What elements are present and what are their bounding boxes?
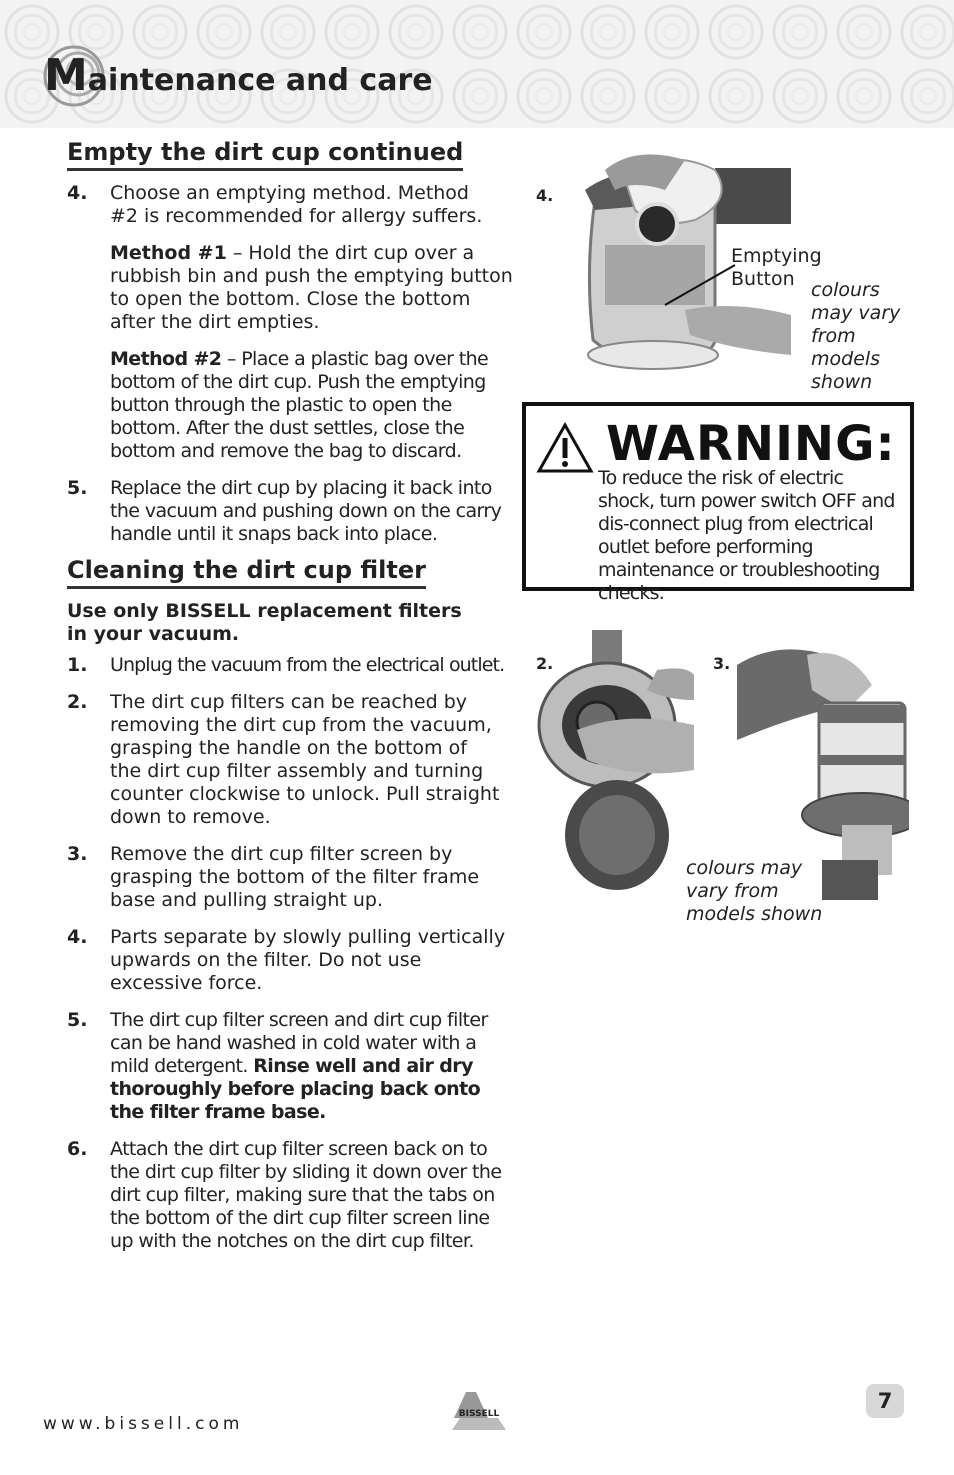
warning-triangle-icon	[536, 422, 594, 474]
page-title-rest: aintenance and care	[87, 63, 433, 98]
step-number: 4.	[67, 926, 88, 948]
step-text: The dirt cup filter screen and dirt cup filter can be hand washed in cold water with a mild detergent.	[110, 1009, 488, 1077]
method-1	[110, 242, 517, 334]
list-item	[67, 182, 517, 463]
method-2	[110, 348, 517, 463]
figure-3-label: 3.	[713, 654, 731, 673]
step-text: Choose an emptying method. Method #2 is recommended for allergy suffers.	[110, 182, 483, 227]
cleaning-filter-steps	[67, 654, 517, 1267]
step-text: Replace the dirt cup by placing it back into the vacuum and pushing down on the carry handle until it snaps back into place.	[110, 477, 502, 545]
step-number: 1.	[67, 654, 88, 676]
step-bold-text: Rinse well and air dry thoroughly before placing back onto the filter frame base.	[110, 1055, 481, 1123]
step-number: 4.	[67, 182, 88, 204]
filter-note: Use only BISSELL replacement filters in your vacuum.	[67, 600, 462, 645]
bissell-logo-text: BISSELL	[458, 1409, 500, 1419]
step-number: 6.	[67, 1138, 88, 1160]
figure-4-caption: colours may vary from models shown	[811, 279, 901, 393]
list-item	[67, 477, 517, 546]
section-title-empty-dirt-cup: Empty the dirt cup continued	[67, 138, 463, 171]
empty-dirt-cup-steps	[67, 182, 517, 560]
page-title	[44, 50, 433, 101]
list-item	[67, 843, 517, 912]
figure-4-label: 4.	[536, 186, 554, 205]
step-text: The dirt cup filters can be reached by removing the dirt cup from the vacuum, grasping the handle on the bottom of the dirt cup filter assembly and turning counter clockwise to unlock. Pull straight down to remove.	[110, 691, 500, 828]
page-title-initial: M	[44, 50, 88, 101]
section-title-cleaning-filter: Cleaning the dirt cup filter	[67, 556, 426, 589]
filter-removal-photo	[537, 630, 697, 895]
step-text: Remove the dirt cup filter screen by grasping the bottom of the filter frame base and pulling straight up.	[110, 843, 480, 911]
list-item	[67, 654, 517, 677]
warning-box	[522, 402, 914, 604]
footer-url: www.bissell.com	[43, 1414, 244, 1434]
emptying-button-label: Emptying Button	[731, 245, 822, 290]
list-item	[67, 1009, 517, 1124]
step-number: 2.	[67, 691, 88, 713]
method-2-text: – Place a plastic bag over the bottom of the dirt cup. Push the emptying button through the plastic to open the bottom. After the dust settles, close the bottom and remove the bag to discard.	[110, 348, 489, 462]
figure-2-3-caption: colours may vary from models shown	[686, 857, 823, 925]
warning-text: To reduce the risk of electric shock, turn power switch OFF and dis-connect plug from electrical outlet before performing maintenance or troubleshooting checks.	[598, 467, 895, 604]
method-1-label: Method #1	[110, 242, 227, 264]
step-number: 3.	[67, 843, 88, 865]
warning-title: WARNING:	[606, 416, 896, 472]
list-item	[67, 691, 517, 829]
bissell-logo	[448, 1388, 510, 1432]
method-2-label: Method #2	[110, 348, 222, 370]
step-number: 5.	[67, 1009, 88, 1031]
method-1-text: – Hold the dirt cup over a rubbish bin and push the emptying button to open the bottom. Close the bottom after the dirt empties.	[110, 242, 513, 333]
list-item	[67, 926, 517, 995]
step-number: 5.	[67, 477, 88, 499]
step-text: Parts separate by slowly pulling vertically upwards on the filter. Do not use excessive force.	[110, 926, 506, 994]
page-number: 7	[866, 1384, 904, 1418]
step-text: Unplug the vacuum from the electrical outlet.	[110, 654, 505, 676]
figure-2-label: 2.	[536, 654, 554, 673]
step-text: Attach the dirt cup filter screen back on to the dirt cup filter by sliding it down over the dirt cup filter, making sure that the tabs on the bottom of the dirt cup filter screen line up with the notches on the dirt cup filter.	[110, 1138, 502, 1252]
list-item	[67, 1138, 517, 1253]
